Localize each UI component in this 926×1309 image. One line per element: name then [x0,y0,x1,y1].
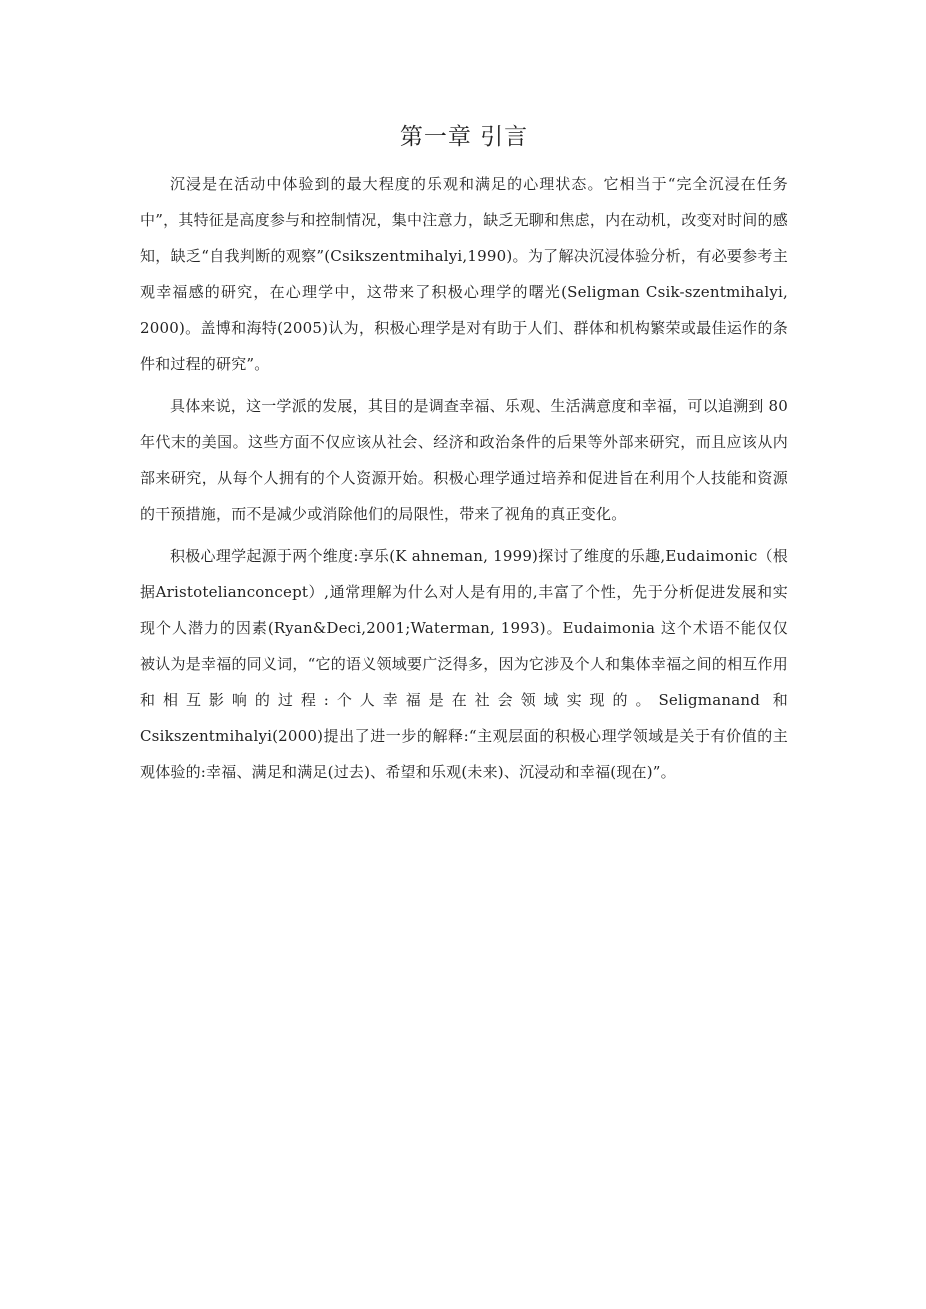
document-content [140,118,788,796]
paragraph-2: 具体来说，这一学派的发展，其目的是调查幸福、乐观、生活满意度和幸福，可以追溯到 80 年代末的美国。这些方面不仅应该从社会、经济和政治条件的后果等外部来研究，而且应该从内部来研究，从每个人拥有的个人资源开始。积极心理学通过培养和促进旨在利用个人技能和资源的干预措施，而不是减少或消除他们的局限性，带来了视角的真正变化。 [140,397,788,523]
chapter-title: 第一章 引言 [399,124,529,150]
paragraph-3: 积极心理学起源于两个维度:享乐(K ahneman, 1999)探讨了维度的乐趣,Eudaimonic（根据Aristotelianconcept）,通常理解为什么对人是有用的,丰富了个性，先于分析促进发展和实现个人潜力的因素(Ryan&Deci,2001;Waterman, 1993)。Eudaimonia 这个术语不能仅仅被认为是幸福的同义词，“它的语义领域要广泛得多，因为它涉及个人和集体幸福之间的相互作用和相互影响的过程:个人幸福是在社会领域实现的。Seligmanand 和 Csikszentmihalyi(2000)提出了进一步的解释:“主观层面的积极心理学领域是关于有价值的主观体验的:幸福、满足和满足(过去)、希望和乐观(未来)、沉浸动和幸福(现在)”。 [140,547,788,781]
paragraph-1: 沉浸是在活动中体验到的最大程度的乐观和满足的心理状态。它相当于“完全沉浸在任务中”，其特征是高度参与和控制情况，集中注意力，缺乏无聊和焦虑，内在动机，改变对时间的感知，缺乏“自我判断的观察”(Csikszentmihalyi,1990)。为了解决沉浸体验分析，有必要参考主观幸福感的研究，在心理学中，这带来了积极心理学的曙光(Seligman Csik-szentmihalyi, 2000)。盖博和海特(2005)认为，积极心理学是对有助于人们、群体和机构繁荣或最佳运作的条件和过程的研究”。 [140,175,788,373]
